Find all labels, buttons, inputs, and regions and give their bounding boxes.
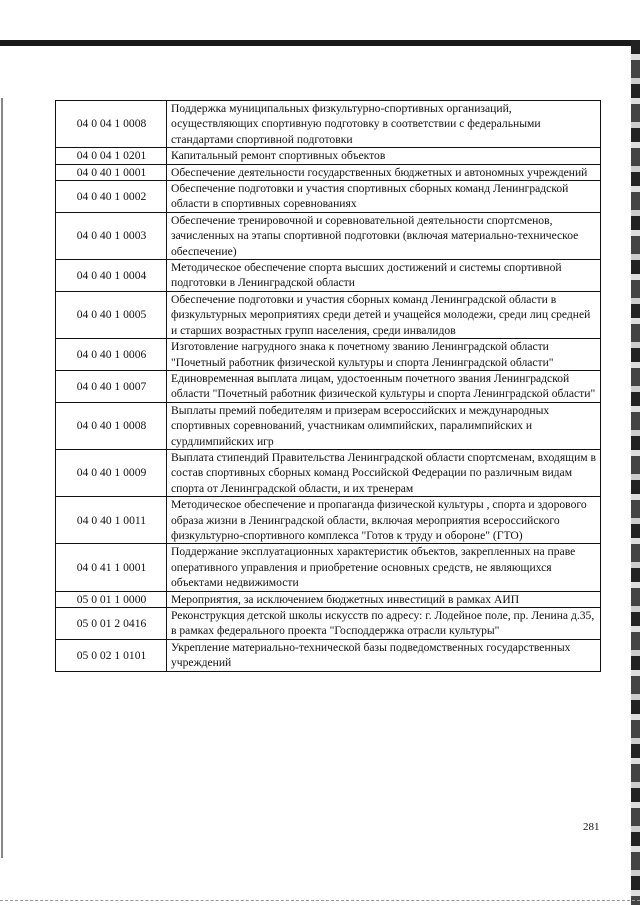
table-row [56, 101, 601, 148]
table-row [56, 449, 601, 496]
budget-description: Капитальный ремонт спортивных объектов [167, 148, 601, 164]
budget-description: Обеспечение деятельности государственных бюджетных и автономных учреждений [167, 164, 601, 180]
budget-code: 04 0 40 1 0008 [56, 402, 167, 449]
budget-code: 04 0 40 1 0001 [56, 164, 167, 180]
budget-code: 05 0 02 1 0101 [56, 639, 167, 671]
budget-description: Реконструкция детской школы искусств по адресу: г. Лодейное поле, пр. Ленина д.35, в рамках федерального проекта "Господдержка отрасли культуры" [167, 608, 601, 640]
scan-left-mark [1, 98, 3, 858]
budget-code: 04 0 40 1 0006 [56, 339, 167, 371]
budget-description: Выплаты премий победителям и призерам всероссийских и международных спортивных соревнований, участникам олимпийских, паралимпийских и сурдлимпийских игр [167, 402, 601, 449]
table-row [56, 291, 601, 338]
budget-code: 04 0 41 1 0001 [56, 544, 167, 591]
table-row [56, 181, 601, 213]
budget-code: 04 0 40 1 0004 [56, 260, 167, 292]
budget-description: Поддержание эксплуатационных характеристик объектов, закрепленных на праве оперативного управления и приобретение основных средств, не являющихся объектами недвижимости [167, 544, 601, 591]
scan-top-edge [0, 40, 640, 46]
budget-description: Обеспечение подготовки и участия спортивных сборных команд Ленинградской области в спортивных соревнованиях [167, 181, 601, 213]
budget-description: Изготовление нагрудного знака к почетному званию Ленинградской области "Почетный работник физической культуры и спорта Ленинградской области" [167, 339, 601, 371]
budget-description: Обеспечение подготовки и участия сборных команд Ленинградской области в физкультурных мероприятиях среди детей и учащейся молодежи, среди лиц средней и старших возрастных групп населения, среди инвалидов [167, 291, 601, 338]
budget-code: 04 0 40 1 0002 [56, 181, 167, 213]
table-row [56, 544, 601, 591]
budget-description: Методическое обеспечение спорта высших достижений и системы спортивной подготовки в Ленинградской области [167, 260, 601, 292]
budget-description: Единовременная выплата лицам, удостоенным почетного звания Ленинградской области "Почетный работник физической культуры и спорта Ленинградской области" [167, 370, 601, 402]
budget-code: 05 0 01 1 0000 [56, 591, 167, 607]
budget-code: 04 0 40 1 0011 [56, 497, 167, 544]
budget-code: 04 0 40 1 0007 [56, 370, 167, 402]
budget-code: 04 0 40 1 0005 [56, 291, 167, 338]
scan-right-edge [631, 40, 640, 905]
table-row [56, 639, 601, 671]
table-row [56, 148, 601, 164]
table-row [56, 212, 601, 259]
budget-description: Укрепление материально-технической базы подведомственных государственных учреждений [167, 639, 601, 671]
table-row [56, 591, 601, 607]
budget-description: Методическое обеспечение и пропаганда физической культуры , спорта и здорового образа жизни в Ленинградской области, включая мероприятия всероссийского физкультурно-спортивного комплекса "Готов к труду и обороне" (ГТО) [167, 497, 601, 544]
budget-code-table-body [56, 101, 601, 672]
budget-description: Выплата стипендий Правительства Ленинградской области спортсменам, входящим в состав спортивных сборных команд Российской Федерации по различным видам спорта от Ленинградской области, и их тренерам [167, 449, 601, 496]
table-row [56, 608, 601, 640]
budget-code: 05 0 01 2 0416 [56, 608, 167, 640]
budget-code: 04 0 04 1 0201 [56, 148, 167, 164]
budget-description: Мероприятия, за исключением бюджетных инвестиций в рамках АИП [167, 591, 601, 607]
budget-code: 04 0 40 1 0009 [56, 449, 167, 496]
table-row [56, 402, 601, 449]
table-row [56, 164, 601, 180]
scan-bottom-edge [0, 900, 640, 902]
budget-description: Обеспечение тренировочной и соревновательной деятельности спортсменов, зачисленных на этапы спортивной подготовки (включая материально-техническое обеспечение) [167, 212, 601, 259]
budget-code-table [55, 100, 601, 672]
table-row [56, 497, 601, 544]
budget-description: Поддержка муниципальных физкультурно-спортивных организаций, осуществляющих спортивную подготовку в соответствии с федеральными стандартами спортивной подготовки [167, 101, 601, 148]
table-row [56, 370, 601, 402]
table-row [56, 260, 601, 292]
budget-code: 04 0 04 1 0008 [56, 101, 167, 148]
budget-code: 04 0 40 1 0003 [56, 212, 167, 259]
page-number: 281 [583, 821, 600, 833]
table-row [56, 339, 601, 371]
